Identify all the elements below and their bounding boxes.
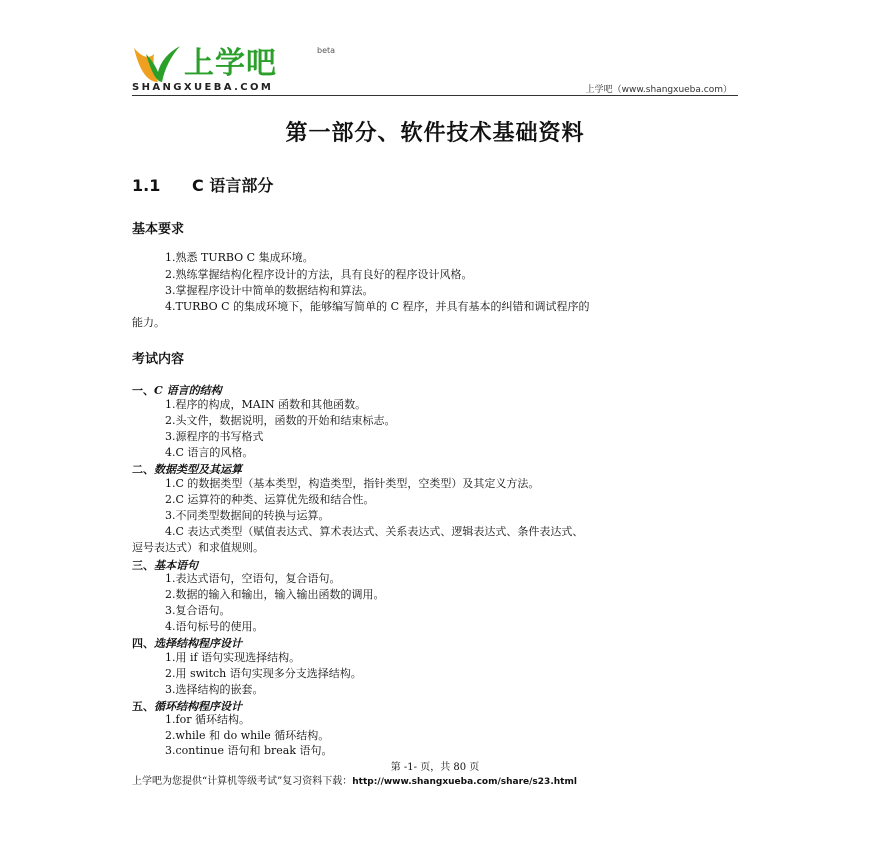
list-item: 1.C 的数据类型（基本类型，构造类型，指针类型，空类型）及其定义方法。 [165, 477, 540, 490]
category-heading [132, 461, 242, 477]
logo-leaf-icon [132, 42, 182, 84]
category-heading [132, 698, 242, 714]
list-item: 2.while 和 do while 循环结构。 [165, 729, 330, 742]
list-item: 1.用 if 语句实现选择结构。 [165, 651, 301, 664]
footer-download [132, 772, 577, 787]
list-item: 3.源程序的书写格式 [165, 430, 264, 443]
basic-item: 2.熟练掌握结构化程序设计的方法，具有良好的程序设计风格。 [165, 268, 473, 281]
list-item: 3.不同类型数据间的转换与运算。 [165, 509, 330, 522]
basic-item: 4.TURBO C 的集成环境下，能够编写简单的 C 程序，并具有基本的纠错和调试程序的 [165, 300, 590, 313]
basic-item: 能力。 [132, 316, 165, 329]
list-item: 1.表达式语句，空语句，复合语句。 [165, 572, 341, 585]
list-item: 2.头文件，数据说明，函数的开始和结束标志。 [165, 414, 396, 427]
header-site-url: 上学吧（www.shangxueba.com） [585, 85, 732, 95]
section-label: C 语言部分 [192, 176, 274, 195]
list-item: 2.C 运算符的种类、运算优先级和结合性。 [165, 493, 375, 506]
list-item: 4.C 表达式类型（赋值表达式、算术表达式、关系表达式、逻辑表达式、条件表达式、 [165, 525, 584, 538]
footer-download-text: 上学吧为您提供“计算机等级考试”复习资料下载： [132, 776, 353, 787]
category-title: 循环结构程序设计 [154, 700, 242, 713]
category-prefix: 三、 [132, 559, 154, 572]
category-prefix: 四、 [132, 637, 154, 650]
category-prefix: 二、 [132, 463, 154, 476]
logo-domain: SHANGXUEBA.COM [132, 82, 274, 93]
category-title: 基本语句 [154, 559, 198, 572]
logo-wordmark: 上学吧 [184, 46, 277, 81]
list-item: 1.程序的构成，MAIN 函数和其他函数。 [165, 398, 367, 411]
basic-heading: 基本要求 [132, 222, 185, 237]
list-item: 4.C 语言的风格。 [165, 446, 254, 459]
category-heading [132, 557, 198, 573]
basic-item: 3.掌握程序设计中简单的数据结构和算法。 [165, 284, 374, 297]
section-number: 1.1 [132, 176, 161, 195]
exam-heading: 考试内容 [132, 352, 185, 367]
header-divider [132, 95, 738, 96]
category-title: C 语言的结构 [154, 384, 222, 397]
site-logo[interactable] [132, 40, 352, 96]
footer-download-link[interactable]: http://www.shangxueba.com/share/s23.html [352, 777, 577, 787]
category-title: 数据类型及其运算 [154, 463, 242, 476]
basic-item: 1.熟悉 TURBO C 集成环境。 [165, 251, 314, 264]
page-number: 第 -1- 页，共 80 页 [390, 762, 480, 773]
list-item: 3.continue 语句和 break 语句。 [165, 744, 333, 757]
list-item: 2.数据的输入和输出，输入输出函数的调用。 [165, 588, 385, 601]
category-title: 选择结构程序设计 [154, 637, 242, 650]
category-heading [132, 382, 222, 398]
page-title: 第一部分、软件技术基础资料 [285, 120, 585, 146]
section-heading [132, 173, 273, 196]
list-item: 3.选择结构的嵌套。 [165, 683, 264, 696]
list-item: 3.复合语句。 [165, 604, 231, 617]
list-item: 逗号表达式）和求值规则。 [132, 541, 264, 554]
list-item: 4.语句标号的使用。 [165, 620, 264, 633]
list-item: 2.用 switch 语句实现多分支选择结构。 [165, 667, 362, 680]
list-item: 1.for 循环结构。 [165, 713, 250, 726]
category-prefix: 五、 [132, 700, 154, 713]
category-prefix: 一、 [132, 384, 154, 397]
logo-beta: beta [317, 46, 336, 55]
category-heading [132, 635, 242, 651]
